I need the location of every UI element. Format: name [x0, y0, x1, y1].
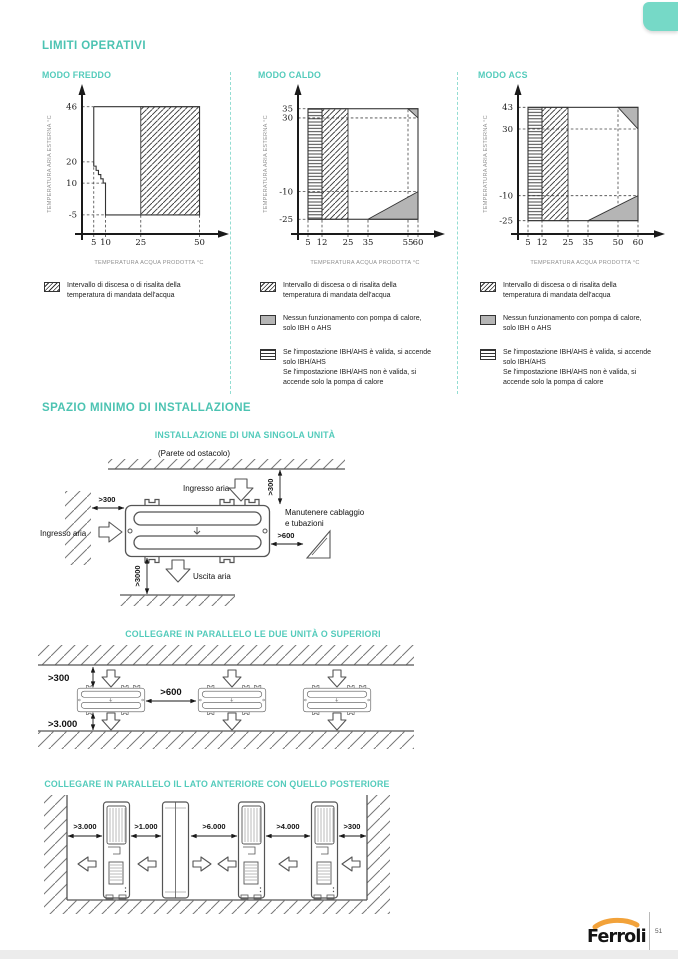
- svg-text:12: 12: [316, 238, 328, 248]
- airflow-left-arrow-icon: [279, 857, 297, 871]
- svg-text:TEMPERATURA ACQUA PRODOTTA °C: TEMPERATURA ACQUA PRODOTTA °C: [94, 260, 204, 266]
- diagram-front-back-parallel: [42, 792, 427, 922]
- dimension-label: >3.000: [48, 719, 78, 730]
- svg-text:TEMPERATURA ACQUA PRODOTTA °C: TEMPERATURA ACQUA PRODOTTA °C: [310, 260, 420, 266]
- svg-text:50: 50: [194, 238, 205, 248]
- chart-title: MODO FREDDO: [42, 70, 112, 80]
- ground-hatch: [120, 595, 235, 606]
- svg-text:5: 5: [91, 238, 97, 248]
- legend-modo-caldo: [258, 281, 454, 388]
- svg-text:35: 35: [582, 238, 594, 248]
- maintain-label: Manutenere cablaggio: [285, 508, 365, 517]
- airflow-left-arrow-icon: [218, 857, 236, 871]
- airflow-down-arrow-icon: [328, 670, 346, 687]
- diagram-title-parallel-units: COLLEGARE IN PARALLELO LE DUE UNITÀ O SUPERIORI: [125, 629, 381, 639]
- page-edge: [0, 950, 678, 959]
- logo-swoosh-icon: [595, 920, 637, 927]
- outdoor-unit-top-view: [77, 685, 145, 714]
- svg-text:TEMPERATURA ARIA ESTERNA °C: TEMPERATURA ARIA ESTERNA °C: [47, 115, 53, 213]
- wall-hatch: [108, 459, 345, 469]
- top-wall-hatch: [38, 645, 414, 665]
- dimension-label: >300: [98, 495, 116, 504]
- svg-text:TEMPERATURA ARIA ESTERNA °C: TEMPERATURA ARIA ESTERNA °C: [263, 115, 269, 213]
- chart-column-modo-acs: [478, 70, 674, 401]
- logo-wordmark: Ferroli: [587, 927, 646, 947]
- svg-text:-25: -25: [499, 216, 513, 227]
- dimension-label: >3000: [133, 565, 142, 587]
- legend-swatch-lines-icon: [480, 349, 496, 360]
- outdoor-unit-top-view: [198, 685, 266, 714]
- outdoor-unit-back-view: [163, 802, 189, 898]
- air-outlet-label: Uscita aria: [193, 572, 231, 581]
- svg-text:25: 25: [342, 238, 354, 248]
- svg-text:-5: -5: [68, 210, 77, 221]
- outdoor-unit-top-view: [303, 685, 371, 714]
- legend-item-ibh: [480, 348, 674, 389]
- airflow-right-arrow-icon: [193, 857, 211, 871]
- legend-item-gray: [480, 314, 674, 334]
- legend-modo-acs: [478, 281, 674, 388]
- legend-swatch-hatch-icon: [44, 282, 60, 292]
- svg-text:43: 43: [502, 103, 513, 114]
- chart-modo-caldo: [258, 82, 454, 273]
- outdoor-unit-side-view: [239, 802, 265, 899]
- legend-swatch-hatch-icon: [480, 282, 496, 292]
- legend-swatch-lines-icon: [260, 349, 276, 360]
- outdoor-unit-side-view: [104, 802, 130, 899]
- chart-column-modo-freddo: [42, 70, 238, 314]
- legend-item-hatch: [480, 281, 674, 301]
- legend-item-ibh: [260, 348, 454, 389]
- dimension-label: >3.000: [73, 822, 97, 831]
- left-wall-hatch: [44, 795, 67, 900]
- airflow-left-arrow-icon: [78, 857, 96, 871]
- svg-text:55: 55: [402, 238, 414, 248]
- chart-title: MODO ACS: [478, 70, 528, 80]
- svg-text:10: 10: [66, 178, 77, 189]
- legend-item-gray: [260, 314, 454, 334]
- legend-swatch-hatch-icon: [260, 282, 276, 292]
- svg-text:25: 25: [562, 238, 574, 248]
- legend-item-hatch: [260, 281, 454, 301]
- airflow-down-arrow-icon: [328, 713, 346, 730]
- bottom-wall-hatch: [38, 731, 414, 749]
- airflow-left-arrow-icon: [138, 857, 156, 871]
- svg-text:10: 10: [100, 238, 111, 248]
- column-separator: [457, 72, 458, 394]
- legend-text: Intervallo di discesa o di risalita della temperatura di mandata dell'acqua: [67, 282, 181, 300]
- svg-text:TEMPERATURA ACQUA PRODOTTA °C: TEMPERATURA ACQUA PRODOTTA °C: [530, 260, 640, 266]
- svg-text:25: 25: [135, 238, 147, 248]
- chart-modo-freddo: [42, 82, 238, 273]
- diagram-title-single-unit: INSTALLAZIONE DI UNA SINGOLA UNITÀ: [154, 430, 336, 440]
- svg-text:5: 5: [525, 238, 531, 248]
- dimension-label: >1.000: [134, 822, 158, 831]
- legend-modo-freddo: [42, 281, 238, 301]
- airflow-right-arrow-icon: [99, 522, 122, 542]
- dimension-label: >6.000: [202, 822, 226, 831]
- chart-title: MODO CALDO: [258, 70, 322, 80]
- svg-text:35: 35: [282, 104, 293, 115]
- dimension-label: >600: [277, 531, 295, 540]
- right-wall-hatch: [367, 795, 390, 900]
- svg-text:TEMPERATURA ARIA ESTERNA °C: TEMPERATURA ARIA ESTERNA °C: [483, 115, 489, 213]
- dimension-label: >300: [48, 673, 70, 684]
- diagram-title-front-back: COLLEGARE IN PARALLELO IL LATO ANTERIORE CON QUELLO POSTERIORE: [44, 779, 390, 789]
- svg-text:50: 50: [612, 238, 624, 248]
- svg-text:30: 30: [282, 113, 293, 124]
- wall-label: (Parete od ostacolo): [157, 449, 231, 458]
- section-title-limiti-operativi: LIMITI OPERATIVI: [42, 40, 146, 52]
- air-inlet-top-label: Ingresso aria: [183, 484, 230, 493]
- chart-modo-acs: [478, 82, 674, 273]
- left-wall-hatch: [65, 491, 91, 565]
- page-number: 51: [655, 928, 663, 935]
- legend-text: Intervallo di discesa o di risalita della temperatura di mandata dell'acqua: [283, 282, 397, 300]
- legend-item-hatch: [44, 281, 238, 301]
- legend-text: Intervallo di discesa o di risalita della temperatura di mandata dell'acqua: [503, 282, 617, 300]
- legend-text: Nessun funzionamento con pompa di calore, solo IBH o AHS: [503, 315, 642, 333]
- legend-swatch-gray-icon: [260, 315, 276, 325]
- svg-text:60: 60: [632, 238, 644, 248]
- outdoor-unit-side-view: [312, 802, 338, 899]
- legend-text: Se l'impostazione IBH/AHS è valida, si accende solo IBH/AHS Se l'impostazione IBH/AHS non è valida, si accende solo la pompa di calore: [283, 348, 432, 386]
- svg-text:60: 60: [412, 238, 424, 248]
- diagram-parallel-units: [38, 643, 418, 761]
- svg-text:-10: -10: [499, 191, 513, 202]
- airflow-down-arrow-icon: [229, 479, 253, 501]
- legend-text: Nessun funzionamento con pompa di calore, solo IBH o AHS: [283, 315, 422, 333]
- svg-text:-25: -25: [279, 215, 293, 226]
- ferroli-logo: [582, 916, 646, 953]
- dimension-label: >4.000: [276, 822, 300, 831]
- svg-text:5: 5: [305, 238, 311, 248]
- outdoor-unit-top-view: [126, 500, 270, 563]
- airflow-down-arrow-icon: [102, 670, 120, 687]
- airflow-down-arrow-icon: [223, 713, 241, 730]
- svg-text:46: 46: [66, 102, 77, 113]
- svg-text:20: 20: [66, 157, 77, 168]
- airflow-down-arrow-icon: [102, 713, 120, 730]
- svg-text:-10: -10: [279, 187, 293, 198]
- section-title-spazio-minimo: SPAZIO MINIMO DI INSTALLAZIONE: [42, 402, 251, 414]
- svg-text:12: 12: [536, 238, 548, 248]
- airflow-down-arrow-icon: [166, 560, 190, 582]
- page-corner-tab: [643, 2, 678, 31]
- footer-divider: [649, 912, 650, 954]
- ground-hatch: [44, 900, 390, 914]
- air-inlet-left-label: Ingresso aria: [40, 529, 87, 538]
- legend-text: Se l'impostazione IBH/AHS è valida, si accende solo IBH/AHS Se l'impostazione IBH/AHS non è valida, si accende solo la pompa di calore: [503, 348, 652, 386]
- service-space-symbol: [307, 531, 330, 558]
- svg-text:35: 35: [362, 238, 374, 248]
- dimension-label: >600: [160, 687, 182, 698]
- chart-column-modo-caldo: [258, 70, 454, 401]
- svg-text:30: 30: [502, 124, 513, 135]
- dimension-label: >300: [343, 822, 361, 831]
- dimension-label: >300: [266, 478, 275, 496]
- airflow-down-arrow-icon: [223, 670, 241, 687]
- diagram-single-unit-installation: [35, 445, 625, 625]
- maintain-label: e tubazioni: [285, 519, 324, 528]
- legend-swatch-gray-icon: [480, 315, 496, 325]
- airflow-left-arrow-icon: [342, 857, 360, 871]
